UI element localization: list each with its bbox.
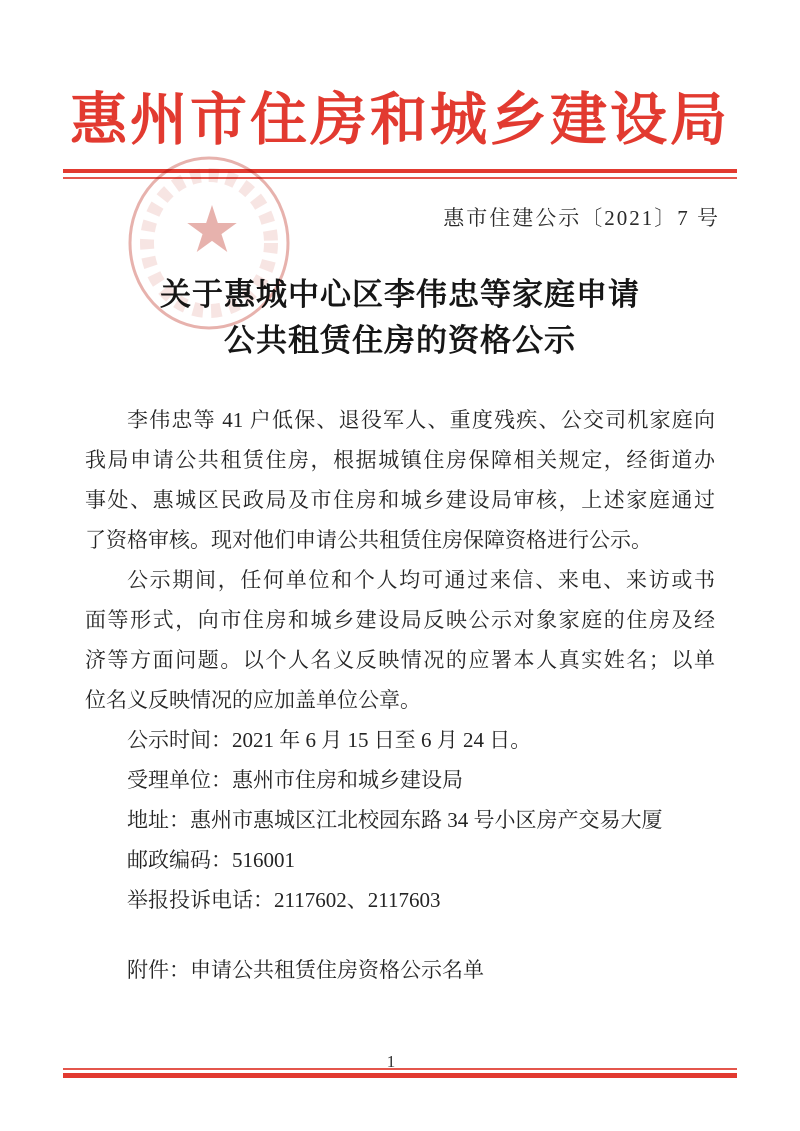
body-line: 事处、惠城区民政局及市住房和城乡建设局审核，上述家庭通过 [85,488,715,512]
header-divider-thin [63,177,737,179]
postal-code-line: 邮政编码：516001 [127,848,295,872]
accepting-unit-line: 受理单位：惠州市住房和城乡建设局 [127,768,463,792]
document-title-line2: 公共租赁住房的资格公示 [224,323,576,358]
body-line: 位名义反映情况的应加盖单位公章。 [85,688,421,712]
bureau-letterhead-title: 惠州市住房和城乡建设局 [70,89,730,152]
complaint-phone-line: 举报投诉电话：2117602、2117603 [127,888,441,912]
footer-divider-thick [63,1073,737,1078]
document-title-line1: 关于惠城中心区李伟忠等家庭申请 [160,277,640,312]
spacer [85,920,715,950]
star-icon [187,205,236,252]
address-line: 地址：惠州市惠城区江北校园东路 34 号小区房产交易大厦 [127,808,663,832]
document-body [85,400,715,990]
body-line: 济等方面问题。以个人名义反映情况的应署本人真实姓名；以单 [85,648,715,672]
header-divider-thick [63,169,737,173]
attachment-line: 附件：申请公共租赁住房资格公示名单 [127,958,484,982]
document-number: 惠市住建公示〔2021〕7 号 [443,206,720,230]
document-title [0,272,800,364]
body-line: 公示期间，任何单位和个人均可通过来信、来电、来访或书 [127,568,715,592]
publicity-period-line: 公示时间：2021 年 6 月 15 日至 6 月 24 日。 [127,728,532,752]
body-line: 我局申请公共租赁住房，根据城镇住房保障相关规定，经街道办 [85,448,715,472]
body-line: 面等形式，向市住房和城乡建设局反映公示对象家庭的住房及经 [85,608,715,632]
page-number: 1 [386,1052,396,1071]
body-line: 了资格审核。现对他们申请公共租赁住房保障资格进行公示。 [85,528,652,552]
body-line: 李伟忠等 41 户低保、退役军人、重度残疾、公交司机家庭向 [127,408,715,432]
